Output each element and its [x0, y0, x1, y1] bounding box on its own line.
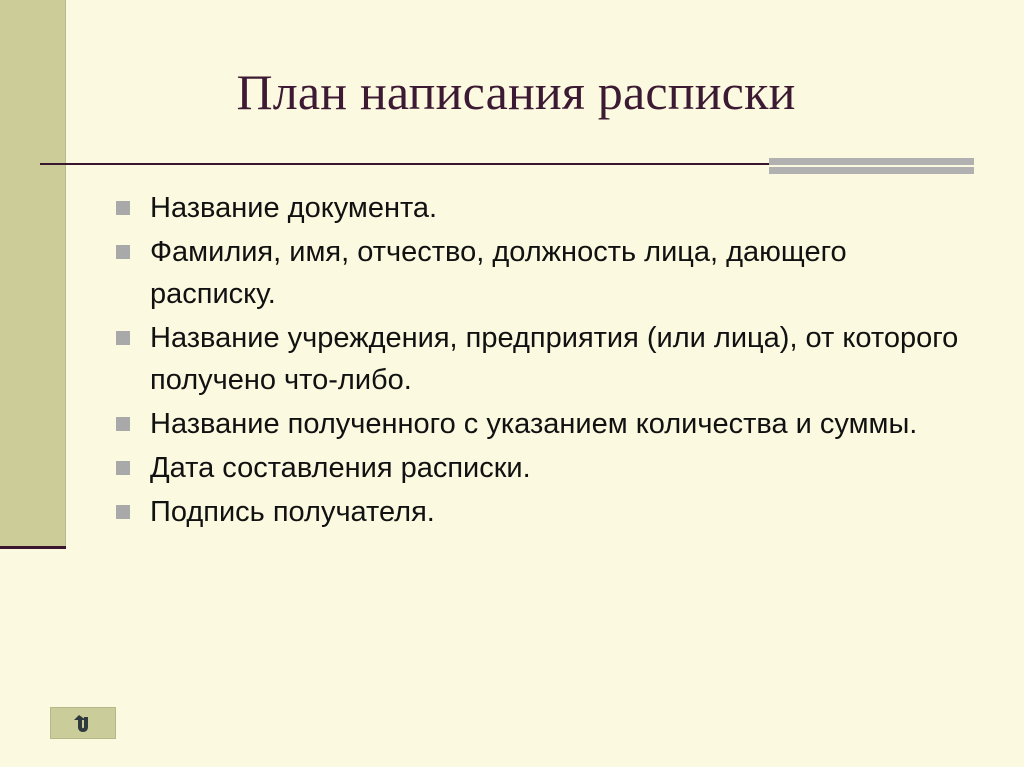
accent-stripe-top — [769, 158, 974, 165]
bullet-square-icon — [116, 417, 130, 431]
bullet-text: Название полученного с указанием количества и суммы. — [150, 408, 918, 440]
bullet-item — [114, 447, 974, 489]
bullet-text: Название документа. — [150, 192, 438, 224]
bullet-item — [114, 231, 974, 315]
bullet-square-icon — [116, 331, 130, 345]
accent-stripe-bottom — [769, 167, 974, 174]
return-nav-button[interactable] — [50, 707, 116, 739]
slide-title: План написания расписки — [236, 64, 796, 120]
left-bar-bottom-rule — [0, 546, 66, 549]
return-arrow-icon — [71, 711, 95, 735]
bullet-item — [114, 491, 974, 533]
bullet-text: Фамилия, имя, отчество, должность лица, дающего расписку. — [150, 236, 847, 310]
title-accent-stripes — [769, 158, 974, 178]
left-decorative-bar — [0, 0, 66, 547]
bullet-list — [114, 187, 974, 535]
bullet-item — [114, 403, 974, 445]
bullet-square-icon — [116, 461, 130, 475]
bullet-text: Подпись получателя. — [150, 496, 435, 528]
bullet-square-icon — [116, 201, 130, 215]
bullet-text: Дата составления расписки. — [150, 452, 531, 484]
bullet-item — [114, 317, 974, 401]
bullet-square-icon — [116, 245, 130, 259]
bullet-item — [114, 187, 974, 229]
bullet-text: Название учреждения, предприятия (или лица), от которого получено что-либо. — [150, 322, 959, 396]
bullet-square-icon — [116, 505, 130, 519]
